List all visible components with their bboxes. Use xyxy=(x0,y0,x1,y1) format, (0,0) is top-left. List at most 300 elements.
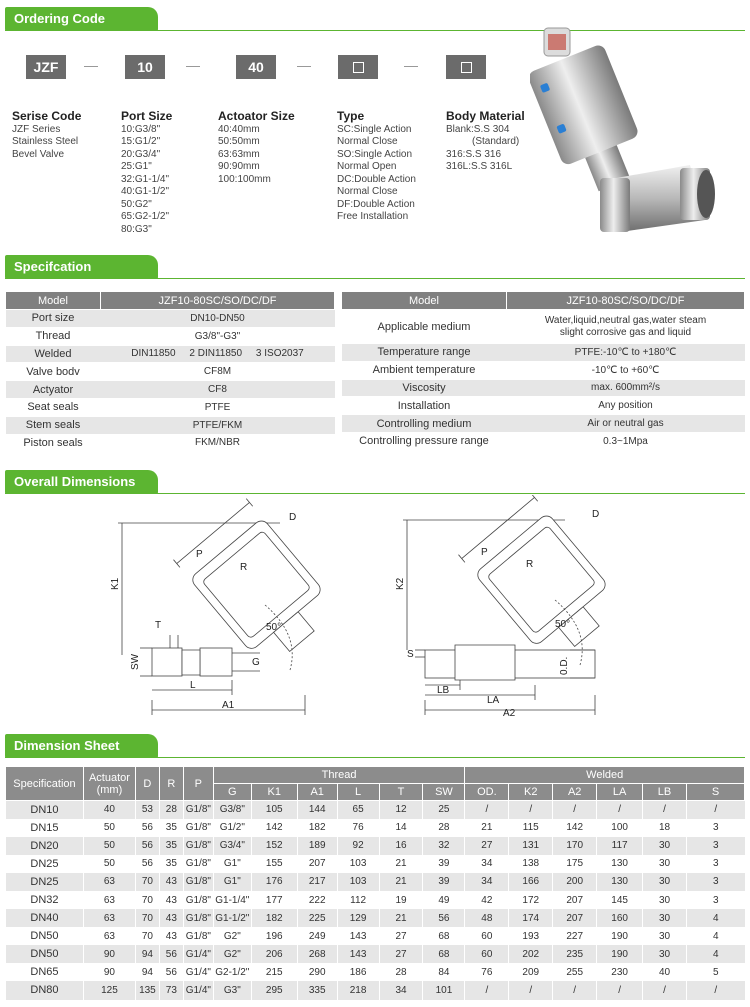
row-spec: DN25 xyxy=(6,855,84,873)
table-cell: 230 xyxy=(597,963,643,981)
table-cell: 3 xyxy=(686,819,744,837)
table-cell: G1-1/2" xyxy=(213,909,251,927)
table-cell: 65 xyxy=(337,801,379,819)
table-cell: 172 xyxy=(509,891,553,909)
table-cell: 43 xyxy=(159,909,183,927)
table-cell: 30 xyxy=(643,837,687,855)
dim-label-angle: 50° xyxy=(555,619,571,630)
spec-value: PTFE xyxy=(101,398,335,416)
table-cell: G1/8" xyxy=(183,891,213,909)
col-line: 65:G2-1/2" xyxy=(121,211,170,222)
spec-value: DN10-DN50 xyxy=(101,310,335,328)
col-title: Type xyxy=(337,109,365,123)
table-cell: 70 xyxy=(135,873,159,891)
table-cell: 14 xyxy=(379,819,423,837)
ordering-col-port xyxy=(121,110,172,236)
table-row xyxy=(6,801,745,819)
table-cell: 56 xyxy=(159,945,183,963)
table-cell: 202 xyxy=(509,945,553,963)
col-line: 63:63mm xyxy=(218,148,260,160)
table-cell: 63 xyxy=(83,873,135,891)
table-cell: 19 xyxy=(379,891,423,909)
table-row xyxy=(6,981,745,999)
code-box-type xyxy=(338,55,378,79)
table-cell: 30 xyxy=(643,945,687,963)
table-row xyxy=(6,963,745,981)
col-line: SC:Single Action xyxy=(337,123,412,135)
spec-label: Port size xyxy=(6,310,101,328)
table-cell: 49 xyxy=(423,891,465,909)
table-cell: 101 xyxy=(423,981,465,999)
col-line: Blank:S.S 304 xyxy=(446,123,510,135)
table-cell: 56 xyxy=(135,837,159,855)
table-cell: 182 xyxy=(251,909,297,927)
code-box-series: JZF xyxy=(26,55,66,79)
table-cell: G1-1/4" xyxy=(213,891,251,909)
spec-label: Valve bodv xyxy=(6,363,101,381)
table-cell: G1/8" xyxy=(183,855,213,873)
table-cell: 193 xyxy=(509,927,553,945)
spec-value: G3/8"-G3" xyxy=(101,327,335,345)
col-header: D xyxy=(135,767,159,801)
table-cell: G1/4" xyxy=(183,945,213,963)
table-cell: 131 xyxy=(509,837,553,855)
table-cell: 39 xyxy=(423,873,465,891)
table-cell: G1/8" xyxy=(183,873,213,891)
table-cell: 60 xyxy=(465,945,509,963)
dim-label-od: 0.D. xyxy=(559,656,570,675)
col-line: Normal Open xyxy=(337,161,397,172)
row-spec: DN50 xyxy=(6,927,84,945)
spec-value: 0.3~1Mpa xyxy=(507,432,745,450)
table-cell: / xyxy=(465,801,509,819)
table-cell: / xyxy=(509,801,553,819)
table-cell: 176 xyxy=(251,873,297,891)
section-header-overall: Overall Dimensions xyxy=(5,470,158,494)
table-cell: 43 xyxy=(159,927,183,945)
spec-value: CF8M xyxy=(101,363,335,381)
table-cell: / xyxy=(597,981,643,999)
table-cell: 112 xyxy=(337,891,379,909)
table-cell: 268 xyxy=(297,945,337,963)
col-line: 25:G1" xyxy=(121,161,152,172)
table-cell: 129 xyxy=(337,909,379,927)
table-cell: 39 xyxy=(423,855,465,873)
col-line: DF:Double Action xyxy=(337,198,415,210)
spec-value: Air or neutral gas xyxy=(507,415,745,433)
table-cell: 170 xyxy=(553,837,597,855)
spec-value: Any position xyxy=(507,397,745,415)
table-cell: 249 xyxy=(297,927,337,945)
spec-label: Ambient temperature xyxy=(342,361,507,379)
table-cell: 21 xyxy=(379,909,423,927)
dim-label-lb: LB xyxy=(437,685,450,696)
table-cell: 225 xyxy=(297,909,337,927)
table-cell: G1" xyxy=(213,873,251,891)
table-cell: G3/8" xyxy=(213,801,251,819)
dim-label-d: D xyxy=(592,509,600,520)
table-cell: 12 xyxy=(379,801,423,819)
table-cell: 48 xyxy=(465,909,509,927)
col-line: 20:G3/4" xyxy=(121,148,161,160)
dim-label-k2: K2 xyxy=(395,577,406,590)
table-cell: 5 xyxy=(686,963,744,981)
table-cell: 115 xyxy=(509,819,553,837)
dim-label-sw: SW xyxy=(130,653,141,670)
spec-label: Temperature range xyxy=(342,344,507,362)
col-subheader: K2 xyxy=(509,784,553,801)
table-cell: 56 xyxy=(135,819,159,837)
table-row xyxy=(6,945,745,963)
table-cell: 63 xyxy=(83,927,135,945)
col-subheader: L xyxy=(337,784,379,801)
col-line: Stainless Steel xyxy=(12,136,79,147)
row-spec: DN20 xyxy=(6,837,84,855)
dim-label-k1: K1 xyxy=(110,577,121,590)
table-cell: 84 xyxy=(423,963,465,981)
spec-value: PTFE:-10℃ to +180℃ xyxy=(507,344,745,362)
col-header: R xyxy=(159,767,183,801)
col-line: Normal Close xyxy=(337,136,398,147)
table-cell: 117 xyxy=(597,837,643,855)
table-cell: 4 xyxy=(686,945,744,963)
table-cell: 3 xyxy=(686,873,744,891)
table-cell: 30 xyxy=(643,891,687,909)
table-cell: / xyxy=(686,801,744,819)
ordering-col-series xyxy=(12,110,81,161)
col-line: 316:S.S 316 xyxy=(446,148,502,160)
table-cell: 144 xyxy=(297,801,337,819)
table-cell: 27 xyxy=(379,927,423,945)
table-cell: 34 xyxy=(379,981,423,999)
table-cell: G1/4" xyxy=(183,981,213,999)
table-cell: 73 xyxy=(159,981,183,999)
table-cell: 177 xyxy=(251,891,297,909)
spec-value: Water,liquid,neutral gas,water steam xyxy=(544,314,707,326)
table-cell: 76 xyxy=(337,819,379,837)
table-cell: 30 xyxy=(643,855,687,873)
table-cell: 4 xyxy=(686,927,744,945)
col-subheader: K1 xyxy=(251,784,297,801)
table-cell: 30 xyxy=(643,873,687,891)
table-cell: 160 xyxy=(597,909,643,927)
table-cell: 207 xyxy=(553,891,597,909)
table-cell: 63 xyxy=(83,909,135,927)
table-cell: 56 xyxy=(423,909,465,927)
dim-label-d: D xyxy=(289,512,297,523)
table-cell: 142 xyxy=(251,819,297,837)
table-cell: 186 xyxy=(337,963,379,981)
table-cell: 35 xyxy=(159,837,183,855)
col-line: 32:G1-1/4" xyxy=(121,173,170,185)
spec-value: CF8 xyxy=(101,381,335,399)
dash xyxy=(84,66,98,67)
row-spec: DN15 xyxy=(6,819,84,837)
table-row xyxy=(6,855,745,873)
table-cell: 190 xyxy=(597,927,643,945)
spec-label: Viscosity xyxy=(342,379,507,397)
spec-label: Seat seals xyxy=(6,398,101,416)
col-subheader: LB xyxy=(643,784,687,801)
table-cell: 155 xyxy=(251,855,297,873)
table-cell: 40 xyxy=(643,963,687,981)
table-cell: G3" xyxy=(213,981,251,999)
table-cell: 190 xyxy=(597,945,643,963)
table-cell: 50 xyxy=(83,837,135,855)
table-cell: 28 xyxy=(159,801,183,819)
valve-product-image xyxy=(530,20,730,240)
table-cell: 207 xyxy=(297,855,337,873)
table-cell: 125 xyxy=(83,981,135,999)
spec-header: JZF10-80SC/SO/DC/DF xyxy=(507,292,745,310)
spec-label: Piston seals xyxy=(6,434,101,452)
table-cell: 290 xyxy=(297,963,337,981)
table-cell: 182 xyxy=(297,819,337,837)
spec-table-right xyxy=(341,291,745,451)
table-cell: 142 xyxy=(553,819,597,837)
table-cell: 209 xyxy=(509,963,553,981)
col-header-text: (mm) xyxy=(96,783,123,796)
dim-label-a1: A1 xyxy=(222,700,235,711)
col-title: Serise Code xyxy=(12,109,82,123)
table-cell: 189 xyxy=(297,837,337,855)
row-spec: DN32 xyxy=(6,891,84,909)
table-cell: 50 xyxy=(83,819,135,837)
table-cell: G2" xyxy=(213,927,251,945)
table-cell: / xyxy=(509,981,553,999)
table-cell: 30 xyxy=(643,909,687,927)
dim-label-s: S xyxy=(407,649,414,660)
col-subheader: S xyxy=(686,784,744,801)
table-cell: 70 xyxy=(135,891,159,909)
spec-value: slight corrosive gas and liquid xyxy=(559,326,692,338)
table-cell: 18 xyxy=(643,819,687,837)
table-cell: G1" xyxy=(213,855,251,873)
table-cell: 27 xyxy=(465,837,509,855)
dimension-table xyxy=(5,766,745,1000)
table-cell: G1/8" xyxy=(183,801,213,819)
table-cell: G1/2" xyxy=(213,819,251,837)
table-cell: 70 xyxy=(135,927,159,945)
table-cell: 94 xyxy=(135,945,159,963)
row-spec: DN10 xyxy=(6,801,84,819)
table-cell: G2-1/2" xyxy=(213,963,251,981)
table-row xyxy=(6,909,745,927)
table-cell: 28 xyxy=(379,963,423,981)
table-cell: / xyxy=(465,981,509,999)
table-cell: 143 xyxy=(337,945,379,963)
spec-header: Model xyxy=(6,292,101,310)
table-cell: 152 xyxy=(251,837,297,855)
table-cell: 94 xyxy=(135,963,159,981)
table-cell: 196 xyxy=(251,927,297,945)
table-cell: 21 xyxy=(379,855,423,873)
dim-label-g: G xyxy=(252,657,260,668)
col-line: 90:90mm xyxy=(218,161,260,172)
table-cell: G1/8" xyxy=(183,909,213,927)
table-cell: 34 xyxy=(465,873,509,891)
code-box-port: 10 xyxy=(125,55,165,79)
col-header xyxy=(83,767,135,801)
table-cell: 3 xyxy=(686,837,744,855)
table-cell: 25 xyxy=(423,801,465,819)
table-cell: 42 xyxy=(465,891,509,909)
col-header: Specification xyxy=(6,767,84,801)
table-cell: 63 xyxy=(83,891,135,909)
table-cell: 130 xyxy=(597,855,643,873)
drawing-welded xyxy=(395,495,615,720)
col-line: 40:G1-1/2" xyxy=(121,186,170,197)
table-cell: G1/8" xyxy=(183,819,213,837)
table-cell: 174 xyxy=(509,909,553,927)
spec-header: Model xyxy=(342,292,507,310)
table-cell: 335 xyxy=(297,981,337,999)
table-cell: 27 xyxy=(379,945,423,963)
table-cell: 135 xyxy=(135,981,159,999)
dim-label-l: L xyxy=(190,680,196,691)
spec-label: Actyator xyxy=(6,381,101,399)
table-cell: 50 xyxy=(83,855,135,873)
table-cell: 76 xyxy=(465,963,509,981)
spec-label: Stem seals xyxy=(6,416,101,434)
table-cell: 90 xyxy=(83,963,135,981)
dim-label-p: P xyxy=(481,547,488,558)
table-cell: / xyxy=(553,981,597,999)
col-line: 50:50mm xyxy=(218,136,260,147)
row-spec: DN25 xyxy=(6,873,84,891)
col-subheader: G xyxy=(213,784,251,801)
table-cell: 130 xyxy=(597,873,643,891)
ordering-col-type xyxy=(337,110,416,224)
col-line: 50:G2" xyxy=(121,198,152,210)
col-line: DC:Double Action xyxy=(337,173,416,185)
table-cell: / xyxy=(686,981,744,999)
row-spec: DN80 xyxy=(6,981,84,999)
col-line: 40:40mm xyxy=(218,123,260,135)
dim-label-a2: A2 xyxy=(503,708,516,719)
table-cell: 166 xyxy=(509,873,553,891)
table-cell: 60 xyxy=(465,927,509,945)
table-row xyxy=(6,837,745,855)
table-cell: 143 xyxy=(337,927,379,945)
table-cell: 90 xyxy=(83,945,135,963)
section-header-spec: Specifcation xyxy=(5,255,158,279)
table-row xyxy=(6,927,745,945)
table-cell: G2" xyxy=(213,945,251,963)
col-header: Thread xyxy=(213,767,465,784)
table-cell: 138 xyxy=(509,855,553,873)
table-cell: 28 xyxy=(423,819,465,837)
table-cell: 222 xyxy=(297,891,337,909)
code-box-actuator: 40 xyxy=(236,55,276,79)
dim-label-r: R xyxy=(240,562,248,573)
spec-value: DIN11850 2 DIN11850 3 ISO2037 xyxy=(101,345,335,363)
col-title: Port Size xyxy=(121,109,173,123)
table-cell: 53 xyxy=(135,801,159,819)
col-line: (Standard) xyxy=(472,136,520,147)
table-cell: 56 xyxy=(135,855,159,873)
dim-label-t: T xyxy=(155,620,162,631)
dim-label-r: R xyxy=(526,559,534,570)
table-cell: 175 xyxy=(553,855,597,873)
code-box-material xyxy=(446,55,486,79)
table-cell: 103 xyxy=(337,855,379,873)
table-cell: 295 xyxy=(251,981,297,999)
col-title: Body Material xyxy=(446,109,525,123)
table-cell: 56 xyxy=(159,963,183,981)
table-cell: 105 xyxy=(251,801,297,819)
table-cell: 4 xyxy=(686,909,744,927)
row-spec: DN65 xyxy=(6,963,84,981)
table-cell: 92 xyxy=(337,837,379,855)
ordering-col-actuator xyxy=(218,110,295,186)
col-subheader: OD. xyxy=(465,784,509,801)
col-subheader: T xyxy=(379,784,423,801)
table-cell: 35 xyxy=(159,855,183,873)
table-cell: 103 xyxy=(337,873,379,891)
spec-label: Welded xyxy=(6,345,101,363)
spec-label: Controlling pressure range xyxy=(342,432,507,450)
spec-value: -10℃ to +60℃ xyxy=(507,361,745,379)
table-cell: 206 xyxy=(251,945,297,963)
col-subheader: A1 xyxy=(297,784,337,801)
divider xyxy=(5,757,745,758)
col-line: 100:100mm xyxy=(218,173,271,185)
dash xyxy=(404,66,418,67)
row-spec: DN50 xyxy=(6,945,84,963)
table-cell: 35 xyxy=(159,819,183,837)
section-header-sheet: Dimension Sheet xyxy=(5,734,158,758)
dim-label-p: P xyxy=(196,549,203,560)
table-cell: 43 xyxy=(159,873,183,891)
table-cell: 100 xyxy=(597,819,643,837)
table-cell: 217 xyxy=(297,873,337,891)
spec-value: max. 600mm²/s xyxy=(507,379,745,397)
col-subheader: SW xyxy=(423,784,465,801)
drawing-threaded xyxy=(110,495,330,720)
table-cell: / xyxy=(643,801,687,819)
table-cell: 3 xyxy=(686,891,744,909)
dash xyxy=(297,66,311,67)
table-cell: 235 xyxy=(553,945,597,963)
table-cell: 200 xyxy=(553,873,597,891)
section-header-ordering: Ordering Code xyxy=(5,7,158,31)
table-cell: G1/4" xyxy=(183,963,213,981)
table-cell: 68 xyxy=(423,927,465,945)
col-line: 80:G3" xyxy=(121,223,152,235)
divider xyxy=(5,278,745,279)
table-cell: 30 xyxy=(643,927,687,945)
table-cell: 43 xyxy=(159,891,183,909)
col-subheader: A2 xyxy=(553,784,597,801)
table-cell: 32 xyxy=(423,837,465,855)
divider xyxy=(5,493,745,494)
col-line: Free Installation xyxy=(337,211,409,222)
col-header-text: Actuator xyxy=(88,771,130,784)
ordering-col-material xyxy=(446,110,525,174)
spec-value: PTFE/FKM xyxy=(101,416,335,434)
table-row xyxy=(6,873,745,891)
table-cell: 227 xyxy=(553,927,597,945)
dim-label-angle: 50° xyxy=(266,622,282,633)
col-line: Normal Close xyxy=(337,186,398,197)
table-cell: 207 xyxy=(553,909,597,927)
table-cell: 3 xyxy=(686,855,744,873)
spec-value: FKM/NBR xyxy=(101,434,335,452)
table-cell: 145 xyxy=(597,891,643,909)
table-cell: 218 xyxy=(337,981,379,999)
spec-header: JZF10-80SC/SO/DC/DF xyxy=(101,292,335,310)
